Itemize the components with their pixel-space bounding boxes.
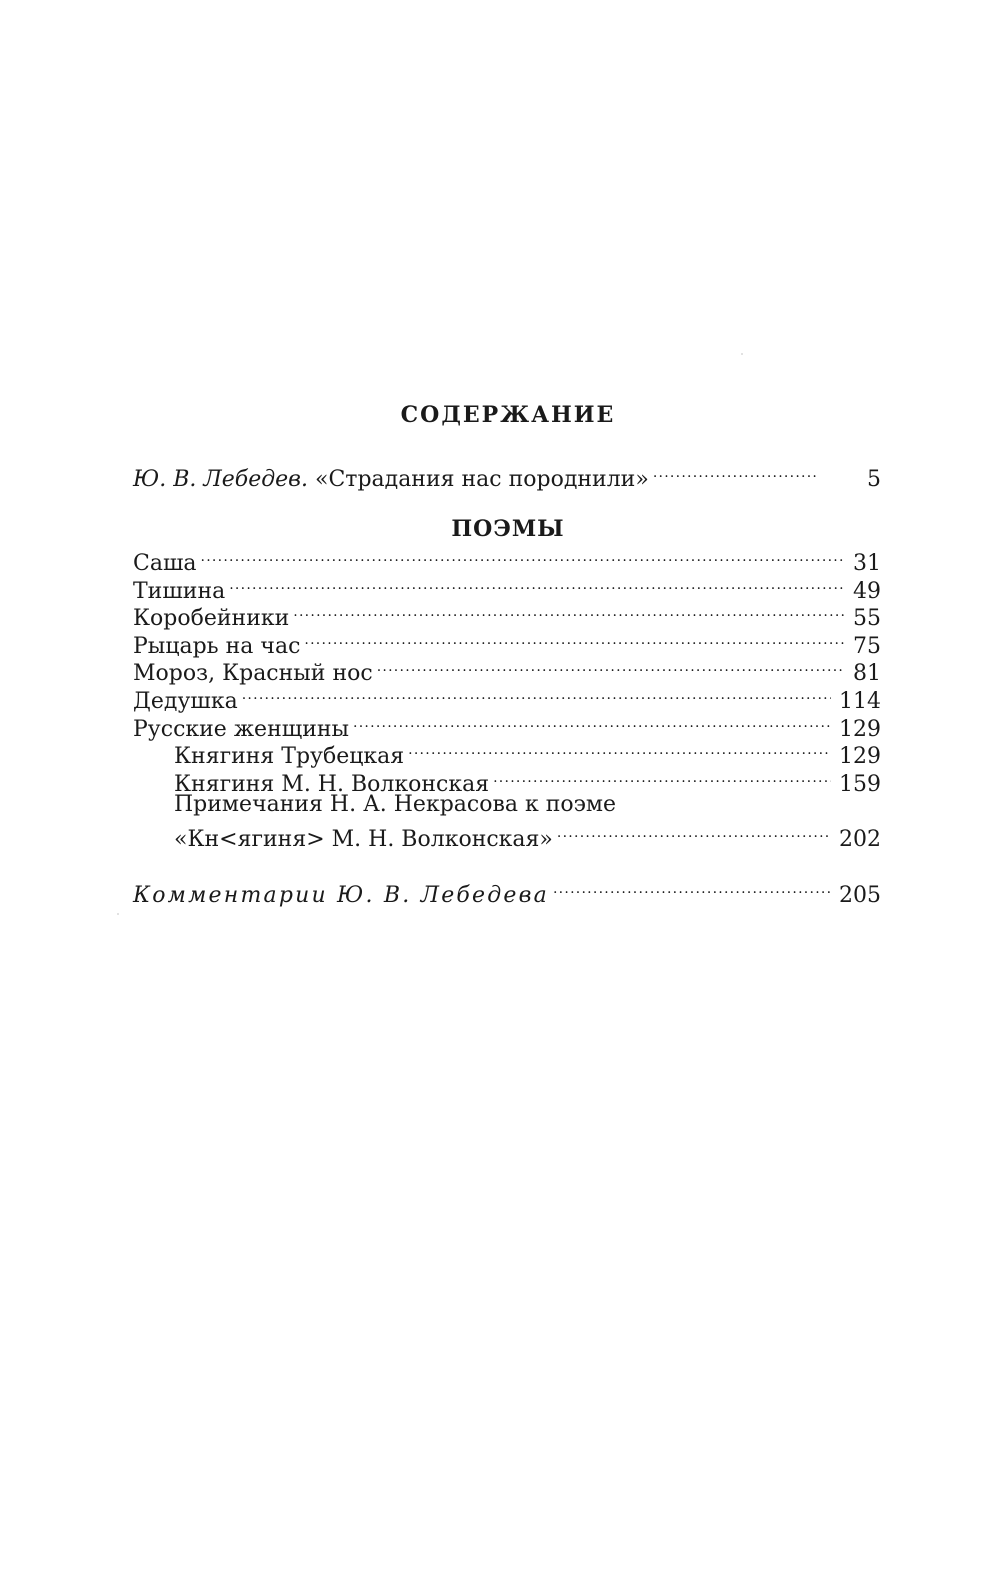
- toc-subentry-volkonskaya: [174, 763, 881, 797]
- leader-dots: [653, 458, 817, 486]
- toc-entry-moroz: [133, 652, 881, 686]
- toc-entry-dedushka: [133, 680, 881, 714]
- leader-dots: [201, 542, 845, 570]
- leader-dots: [353, 708, 831, 736]
- leader-dots: [304, 625, 845, 653]
- toc-entry-rytsar: [133, 625, 881, 659]
- toc-intro-label: [133, 466, 653, 494]
- entry-label: Рыцарь на час: [133, 634, 301, 659]
- toc-entry-russkie-zhenshchiny: [133, 708, 881, 742]
- page-number: 205: [839, 883, 881, 908]
- entry-label: Княгиня Трубецкая: [174, 744, 405, 769]
- entry-label: «Кн<ягиня> М. Н. Волконская»: [174, 827, 553, 852]
- intro-author: Ю. В. Лебедев.: [133, 467, 308, 492]
- page-number: 129: [839, 717, 881, 742]
- entry-label: Комментарии Ю. В. Лебедева: [133, 883, 549, 908]
- leader-dots: [557, 818, 831, 846]
- toc-entry-korobeiniki: [133, 597, 881, 631]
- entry-label: Саша: [133, 551, 197, 576]
- paper-speck: [117, 913, 119, 915]
- leader-dots: [493, 763, 831, 791]
- page-number: 49: [853, 579, 881, 604]
- paper-speck: [741, 353, 743, 355]
- entry-label: Русские женщины: [133, 717, 350, 742]
- page-number: 129: [839, 744, 881, 769]
- section-heading: ПОЭМЫ: [451, 516, 565, 542]
- leader-dots: [293, 597, 845, 625]
- page-number: 55: [853, 606, 881, 631]
- leader-dots: [377, 652, 845, 680]
- toc-subentry-trubetskaya: [174, 735, 881, 769]
- toc-intro-row: [133, 458, 881, 492]
- leader-dots: [408, 735, 831, 763]
- toc-entry-sasha: [133, 542, 881, 576]
- page-number: 75: [853, 634, 881, 659]
- page-number: 5: [867, 467, 881, 492]
- page-number: 81: [853, 661, 881, 686]
- page-number: 31: [853, 551, 881, 576]
- entry-label: Примечания Н. А. Некрасова к поэме: [174, 792, 617, 817]
- entry-label: Тишина: [133, 579, 226, 604]
- toc-entry-tishina: [133, 570, 881, 604]
- leader-dots: [242, 680, 831, 708]
- leader-dots: [229, 570, 845, 598]
- toc-title: СОДЕРЖАНИЕ: [400, 402, 616, 428]
- toc-commentary-row: [133, 874, 881, 908]
- page-number: 159: [839, 772, 881, 797]
- toc-notes-line1: [174, 791, 881, 819]
- page-number: 202: [839, 827, 881, 852]
- page-number: 114: [839, 689, 881, 714]
- leader-dots: [553, 874, 831, 902]
- entry-label: Мороз, Красный нос: [133, 661, 373, 686]
- intro-title: «Страдания нас породнили»: [314, 467, 649, 492]
- entry-label: Дедушка: [133, 689, 238, 714]
- entry-label: Княгиня М. Н. Волконская: [174, 772, 490, 797]
- toc-notes-line2: [174, 818, 881, 852]
- entry-label: Коробейники: [133, 606, 290, 631]
